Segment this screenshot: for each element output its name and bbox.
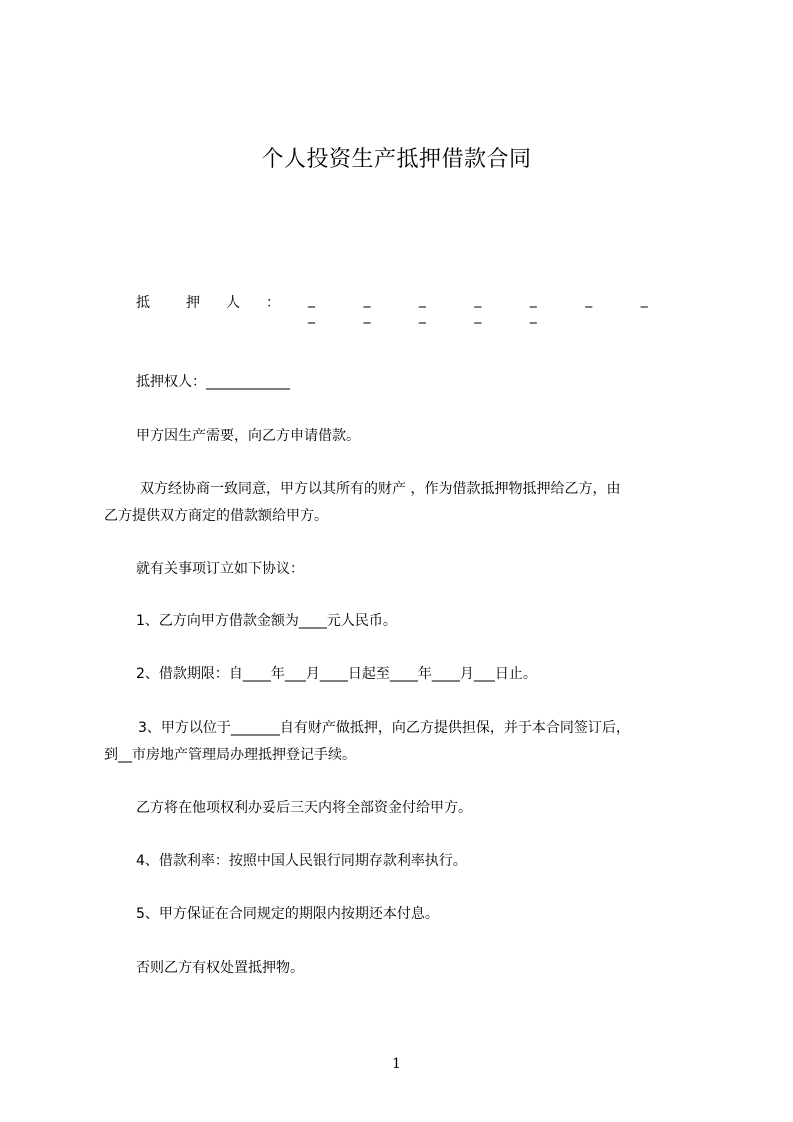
mortgagor-label-colon: ： [266, 295, 280, 311]
clause-1: 1、乙方向甲方借款金额为____元人民币。 [136, 613, 397, 629]
para-agree-line-1: 双方经协商一致同意，甲方以其所有的财产 ，作为借款抵押物抵押给乙方，由 [140, 481, 621, 497]
clause-3-line-1: 3、甲方以位于_______自有财产做抵押，向乙方提供担保，并于本合同签订后， [138, 720, 630, 736]
mortgagor-label-char-3: 人 [226, 295, 240, 311]
clause-2: 2、借款期限：自____年___月____日起至____年____月___日止。 [136, 666, 537, 682]
document-title: 个人投资生产抵押借款合同 [261, 147, 532, 172]
mortgagor-line [136, 292, 706, 324]
clause-5: 5、甲方保证在合同规定的期限内按期还本付息。 [136, 906, 439, 922]
page-number: 1 [392, 1056, 401, 1072]
para-agree-line-2: 乙方提供双方商定的借款额给甲方。 [104, 508, 328, 524]
para-need: 甲方因生产需要，向乙方申请借款。 [136, 428, 360, 444]
para-else: 否则乙方有权处置抵押物。 [136, 960, 304, 976]
mortgagor-label-char-1: 抵 [136, 295, 150, 311]
clause-4: 4、借款利率：按照中国人民银行同期存款利率执行。 [136, 853, 467, 869]
mortgagor-blank: _ _ _ _ _ _ _ _ _ _ _ _ [308, 292, 670, 324]
para-funds: 乙方将在他项权利办妥后三天内将全部资金付给甲方。 [136, 800, 472, 816]
clause-3-line-2: 到__市房地产管理局办理抵押登记手续。 [104, 747, 356, 763]
mortgagor-label-char-2: 押 [186, 295, 200, 311]
mortgagee-line: 抵押权人：____________ [136, 374, 290, 390]
para-intro: 就有关事项订立如下协议： [136, 561, 304, 577]
